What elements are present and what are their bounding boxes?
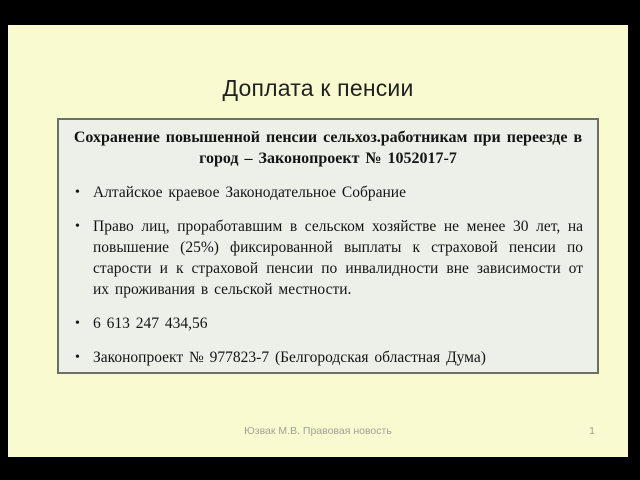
presentation-slide — [8, 25, 628, 457]
list-item — [73, 313, 583, 334]
list-item — [73, 182, 583, 203]
slide-title: Доплата к пенсии — [222, 75, 414, 101]
bullet-icon: • — [75, 185, 80, 200]
bullet-icon: • — [75, 316, 80, 331]
content-box-heading: Сохранение повышенной пенсии сельхоз.работникам при переезде в город – Законопроект № 1052017-7 — [73, 129, 583, 167]
bullet-icon: • — [75, 350, 80, 365]
bullet-text: Алтайское краевое Законодательное Собрание — [93, 184, 406, 201]
bullet-icon: • — [75, 219, 80, 234]
slide-footer — [8, 425, 628, 445]
content-box — [57, 118, 599, 374]
page-number: 1 — [589, 425, 595, 437]
bullet-list — [73, 182, 583, 368]
bullet-text: 6 613 247 434,56 — [93, 315, 208, 332]
footer-author: Юзвак М.В. Правовая новость — [244, 425, 392, 437]
bullet-text: Законопроект № 977823-7 (Белгородская областная Дума) — [93, 349, 486, 366]
bullet-text: Право лиц, проработавшим в сельском хозяйстве не менее 30 лет, на повышение (25%) фиксированной выплаты к страховой пенсии по старости и к страховой пенсии по инвалидности вне зависимости от их проживания в сельской местности. — [93, 218, 583, 298]
list-item — [73, 216, 583, 300]
list-item — [73, 347, 583, 368]
